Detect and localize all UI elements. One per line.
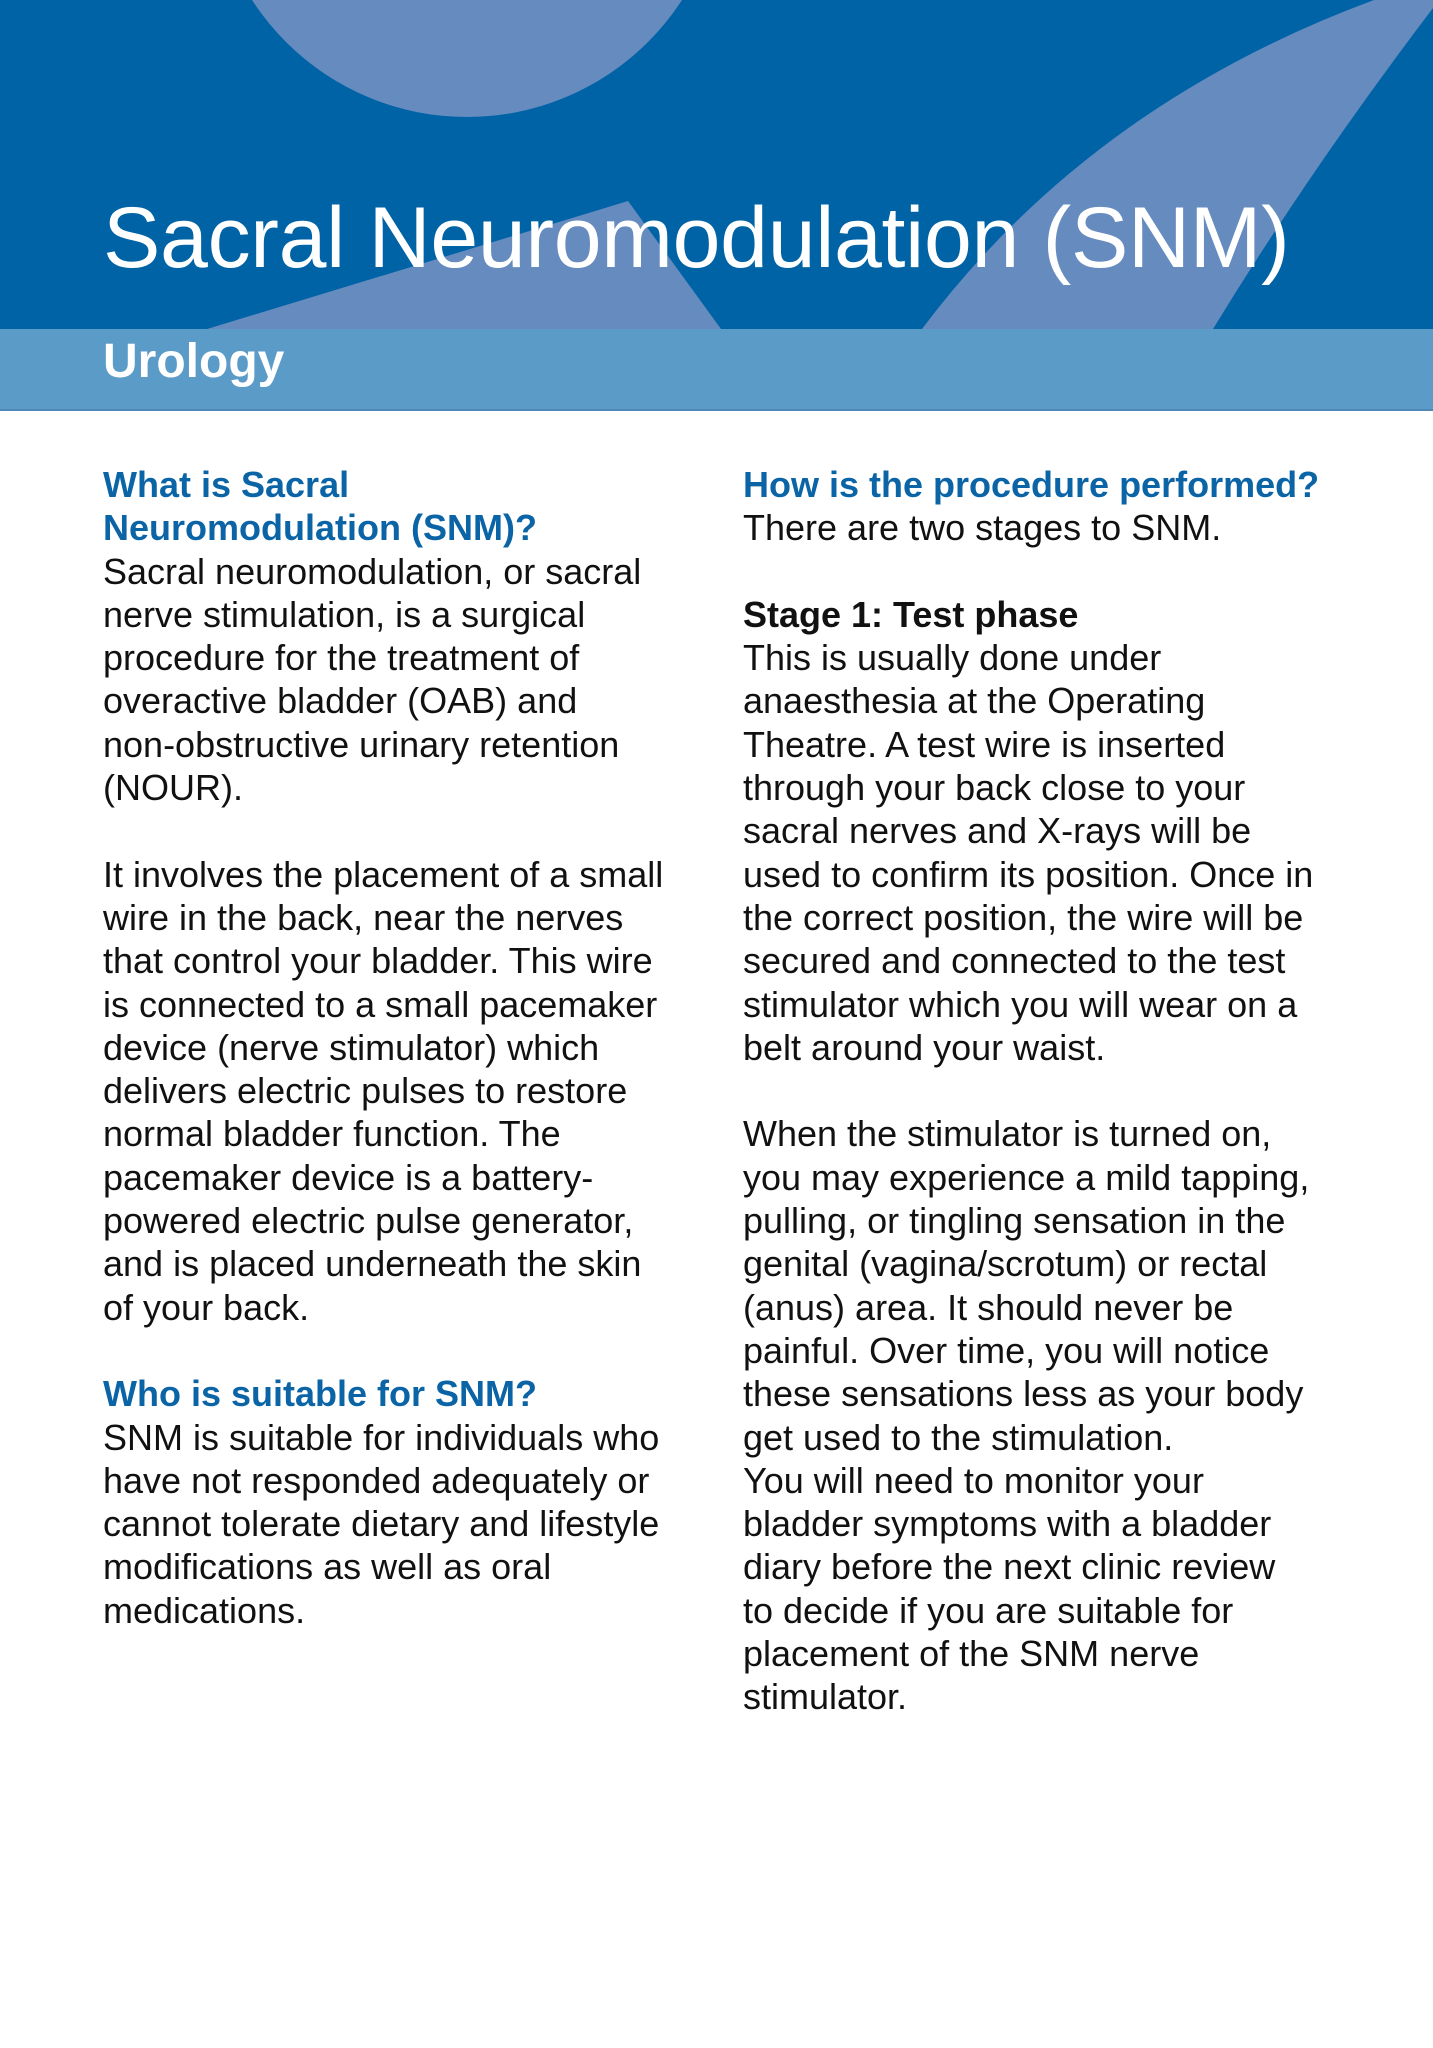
paragraph-line: through your back close to your (743, 767, 1246, 809)
paragraph-line: that control your bladder. This wire (103, 940, 653, 982)
paragraph-line: procedure for the treatment of (103, 637, 580, 679)
paragraph-line: stimulator which you will wear on a (743, 983, 1298, 1025)
right-column (743, 463, 1343, 1719)
left-column (103, 463, 703, 1632)
paragraph-line: delivers electric pulses to restore (103, 1070, 628, 1112)
paragraph-line: genital (vagina/scrotum) or rectal (743, 1243, 1268, 1285)
paragraph-line: pulling, or tingling sensation in the (743, 1200, 1286, 1242)
spacer (743, 550, 1343, 593)
paragraph-line: sacral nerves and X-rays will be (743, 810, 1252, 852)
paragraph-line: It involves the placement of a small (103, 853, 664, 895)
paragraph-line: non-obstructive urinary retention (103, 723, 620, 765)
paragraph-line: bladder symptoms with a bladder (743, 1503, 1272, 1545)
section-heading: What is Sacral (103, 464, 350, 505)
paragraph-line: You will need to monitor your (743, 1459, 1204, 1501)
paragraph-line: used to confirm its position. Once in (743, 853, 1314, 895)
paragraph-line: pacemaker device is a battery- (103, 1156, 594, 1198)
procedure-heading: How is the procedure performed? (743, 464, 1320, 505)
paragraph-line: stimulator. (743, 1676, 908, 1718)
paragraph-line: and is placed underneath the skin (103, 1243, 642, 1285)
paragraph-line: When the stimulator is turned on, (743, 1113, 1272, 1155)
paragraph-line: wire in the back, near the nerves (103, 896, 624, 938)
paragraph-line: to decide if you are suitable for (743, 1589, 1234, 1631)
paragraph-line: have not responded adequately or (103, 1459, 650, 1501)
paragraph-line: the correct position, the wire will be (743, 896, 1304, 938)
paragraph-line: you may experience a mild tapping, (743, 1156, 1310, 1198)
paragraph-line: (NOUR). (103, 767, 243, 809)
procedure-intro: There are two stages to SNM. (743, 507, 1222, 549)
page-title: Sacral Neuromodulation (SNM) (103, 190, 1290, 286)
paragraph-line: modifications as well as oral (103, 1546, 552, 1588)
paragraph-line: device (nerve stimulator) which (103, 1026, 600, 1068)
paragraph-line: get used to the stimulation. (743, 1416, 1174, 1458)
stage-1-text (743, 636, 1343, 1718)
paragraph-line: nerve stimulation, is a surgical (103, 593, 586, 635)
paragraph-line: is connected to a small pacemaker (103, 983, 658, 1025)
paragraph-line: these sensations less as your body (743, 1373, 1304, 1415)
paragraph-line: powered electric pulse generator, (103, 1200, 634, 1242)
paragraph-line: (anus) area. It should never be (743, 1286, 1234, 1328)
paragraph-line: placement of the SNM nerve (743, 1633, 1200, 1675)
paragraph-line: belt around your waist. (743, 1026, 1106, 1068)
stage-1-subheading: Stage 1: Test phase (743, 593, 1079, 635)
department-label: Urology (103, 335, 285, 388)
paragraph-line: SNM is suitable for individuals who (103, 1416, 660, 1458)
spacer (743, 1069, 1343, 1112)
paragraph-line: overactive bladder (OAB) and (103, 680, 578, 722)
section-heading: Neuromodulation (SNM)? (103, 507, 537, 549)
paragraph-line: This is usually done under (743, 637, 1162, 679)
paragraph-line: painful. Over time, you will notice (743, 1329, 1270, 1371)
paragraph-line: Sacral neuromodulation, or sacral (103, 550, 642, 592)
paragraph-line: secured and connected to the test (743, 940, 1286, 982)
paragraph-line: normal bladder function. The (103, 1113, 561, 1155)
paragraph-line: diary before the next clinic review (743, 1546, 1276, 1588)
paragraph-line: of your back. (103, 1286, 310, 1328)
header-banner (0, 0, 1433, 329)
spacer (103, 1329, 703, 1372)
section-heading: Who is suitable for SNM? (103, 1373, 538, 1415)
paragraph-line: medications. (103, 1589, 306, 1631)
paragraph-line: cannot tolerate dietary and lifestyle (103, 1503, 660, 1545)
paragraph-line: anaesthesia at the Operating (743, 680, 1206, 722)
spacer (103, 809, 703, 852)
paragraph-line: Theatre. A test wire is inserted (743, 723, 1226, 765)
